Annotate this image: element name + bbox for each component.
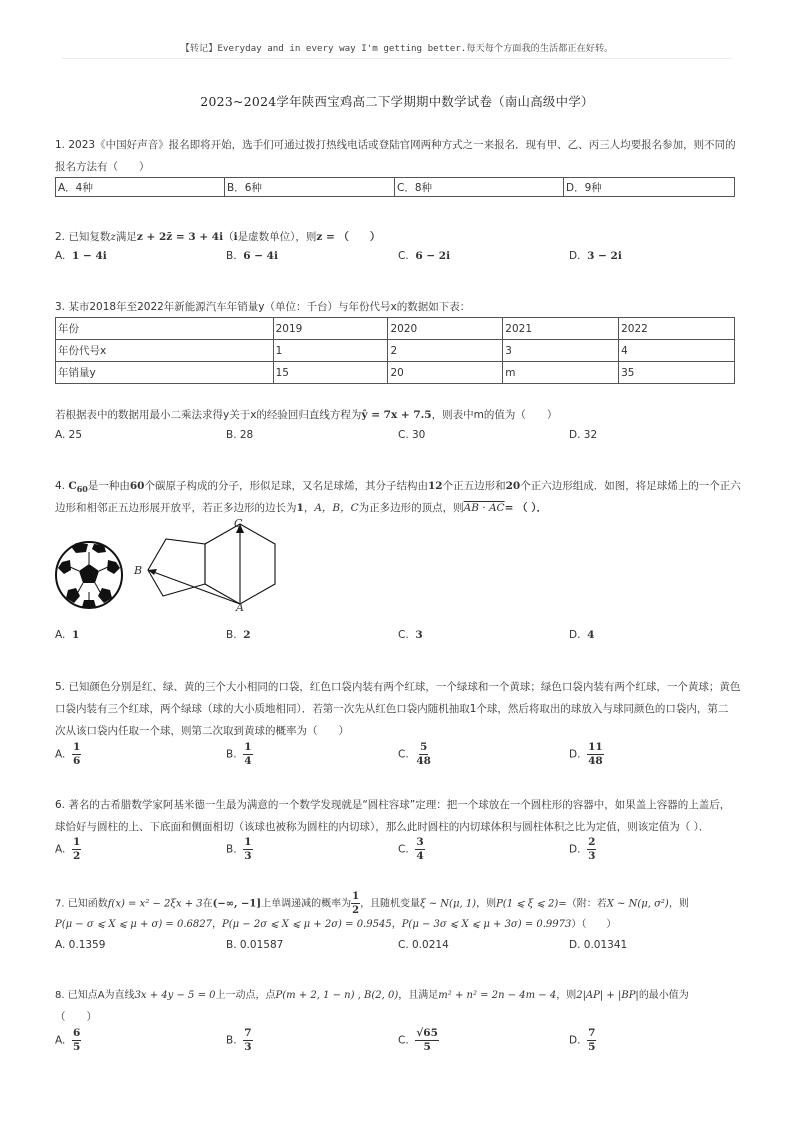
q8-option-b[interactable]: B. $\frac{7}{3}$ bbox=[226, 1027, 252, 1053]
table-row bbox=[56, 362, 735, 384]
page-title: 2023~2024学年陕西宝鸡高二下学期期中数学试卷（南山高级中学） bbox=[200, 94, 594, 109]
question-3-prompt: 若根据表中的数据用最小二乘法求得y关于x的经验回归直线方程为ŷ = 7x + 7.5，则表中m的值为（ ） bbox=[55, 409, 558, 421]
q4-option-a[interactable]: A. 1 bbox=[55, 629, 80, 641]
sales-table bbox=[55, 317, 735, 384]
question-3-stem: 3. 某市2018年至2022年新能源汽车年销量y（单位：千台）与年份代号x的数据如下表： bbox=[55, 301, 471, 313]
table-cell: 1 bbox=[273, 340, 388, 362]
header-divider bbox=[62, 58, 732, 59]
question-2-options bbox=[55, 250, 745, 270]
question-5-stem-line-1: 5. 已知颜色分别是红、绿、黄的三个大小相同的口袋，红色口袋内装有两个红球，一个绿球和一个黄球；绿色口袋内装有两个红球，一个黄球；黄色 bbox=[55, 681, 741, 693]
q8-option-a[interactable]: A. $\frac{6}{5}$ bbox=[55, 1027, 81, 1053]
question-5-stem-line-2: 口袋内装有三个红球，两个绿球（球的大小质地相同）．若第一次先从红色口袋内随机抽取1个球，然后将取出的球放入与球同颜色的口袋内，第二 bbox=[55, 703, 729, 715]
q8-option-c[interactable]: C. $\frac{√65}{5}$ bbox=[398, 1027, 438, 1053]
table-cell: 2021 bbox=[503, 318, 619, 340]
q7-option-b[interactable]: B. 0.01587 bbox=[226, 939, 284, 951]
q2-option-c[interactable]: C. 6 − 2i bbox=[398, 250, 451, 262]
q2-option-b[interactable]: B. 6 − 4i bbox=[226, 250, 278, 262]
q1-option-c[interactable]: C．8种 bbox=[397, 182, 433, 194]
table-cell: 3 bbox=[503, 340, 619, 362]
table-cell: 2022 bbox=[619, 318, 735, 340]
table-cell: 35 bbox=[619, 362, 735, 384]
table-cell: 年份代号x bbox=[56, 340, 274, 362]
question-7-stem-line-1: 7. 已知函数f(x) = x² − 2ξx + 3在(−∞, −1]上单调递减的概率为 $\frac{1}{2}$ ，且随机变量ξ ∼ N(μ, 1)，则P(1 ⩽ ξ ⩽ 2)=（附：若X ∼ N(μ, σ²)，则 bbox=[55, 891, 689, 916]
table-cell: 4 bbox=[619, 340, 735, 362]
soccer-ball-image bbox=[54, 540, 124, 610]
table-cell: 2 bbox=[388, 340, 503, 362]
label-c: C bbox=[234, 517, 243, 530]
q4-option-c[interactable]: C. 3 bbox=[398, 629, 423, 641]
label-b: B bbox=[134, 564, 143, 577]
question-8-stem-line-1: 8. 已知点A为直线3x + 4y − 5 = 0上一动点，点P(m + 2, 1 − n) , B(2, 0)，且满足m² + n² = 2n − 4m − 4，则2|AP| + |BP|的最小值为 bbox=[55, 990, 689, 1001]
question-6-stem-line-1: 6. 著名的古希腊数学家阿基米德一生最为满意的一个数学发现就是“圆柱容球”定理：把一个球放在一个圆柱形的容器中，如果盖上容器的上盖后， bbox=[55, 799, 731, 811]
q6-option-c[interactable]: C. $\frac{3}{4}$ bbox=[398, 836, 424, 862]
q7-option-d[interactable]: D. 0.01341 bbox=[569, 939, 628, 951]
q5-option-d[interactable]: D. $\frac{11}{48}$ bbox=[569, 741, 603, 767]
table-cell: 2019 bbox=[273, 318, 388, 340]
q4-option-b[interactable]: B. 2 bbox=[226, 629, 251, 641]
table-cell: m bbox=[503, 362, 619, 384]
question-5-stem-line-3: 次从该口袋内任取一个球，则第二次取到黄球的概率为（ ） bbox=[55, 725, 349, 737]
q3-option-a[interactable]: A. 25 bbox=[55, 429, 83, 441]
table-cell: 年销量y bbox=[56, 362, 274, 384]
q6-option-d[interactable]: D. $\frac{2}{3}$ bbox=[569, 836, 596, 862]
table-cell: 20 bbox=[388, 362, 503, 384]
q7-option-a[interactable]: A. 0.1359 bbox=[55, 939, 106, 951]
q5-option-c[interactable]: C. $\frac{5}{48}$ bbox=[398, 741, 431, 767]
vector-ab bbox=[148, 570, 240, 604]
hexagon-pentagon-figure bbox=[130, 518, 285, 613]
q3-option-d[interactable]: D. 32 bbox=[569, 429, 598, 441]
q3-option-c[interactable]: C. 30 bbox=[398, 429, 426, 441]
question-7-stem-line-2: P(μ − σ ⩽ X ⩽ μ + σ) = 0.6827，P(μ − 2σ ⩽ X ⩽ μ + 2σ) = 0.9545，P(μ − 3σ ⩽ X ⩽ μ + 3σ) = 0.9973）（ ） bbox=[55, 919, 617, 930]
q6-option-a[interactable]: A. $\frac{1}{2}$ bbox=[55, 836, 81, 862]
table-cell: 15 bbox=[273, 362, 388, 384]
question-8-stem-line-2: （ ） bbox=[55, 1011, 97, 1023]
question-7-options bbox=[55, 939, 745, 959]
q3-option-b[interactable]: B. 28 bbox=[226, 429, 254, 441]
q1-option-d[interactable]: D．9种 bbox=[566, 182, 602, 194]
question-4-options bbox=[55, 629, 745, 649]
question-1-options bbox=[55, 177, 735, 197]
q6-option-b[interactable]: B. $\frac{1}{3}$ bbox=[226, 836, 252, 862]
question-4-stem-line-2: 边形和相邻正五边形展开放平，若正多边形的边长为1，A，B，C为正多边形的顶点，则AB · AC= （ ）． bbox=[55, 502, 547, 514]
label-a: A bbox=[236, 601, 244, 614]
q5-option-b[interactable]: B. $\frac{1}{4}$ bbox=[226, 741, 252, 767]
q4-option-d[interactable]: D. 4 bbox=[569, 629, 595, 641]
question-4-stem-line-1: 4. $C_{60}$是一种由60个碳原子构成的分子，形似足球，又名足球烯，其分子结构由12个正五边形和20个正六边形组成．如图，将足球烯上的一个正六 bbox=[55, 480, 741, 495]
q1-option-a[interactable]: A．4种 bbox=[58, 182, 93, 194]
q2-option-a[interactable]: A. 1 − 4i bbox=[55, 250, 107, 262]
question-6-stem-line-2: 球恰好与圆柱的上、下底面和侧面相切（该球也被称为圆柱的内切球），那么此时圆柱的内切球体积与圆柱体积之比为定值，则该定值为（ ）． bbox=[55, 821, 710, 833]
motto-banner: 【转记】Everyday and in every way I'm getting better.每天每个方面我的生活都正在好转。 bbox=[180, 43, 614, 54]
question-1-stem: 1. 2023《中国好声音》报名即将开始，选手们可通过拨打热线电话或登陆官网两种方式之一来报名．现有甲、乙、丙三人均要报名参加，则不同的报名方法有（ ） bbox=[55, 139, 736, 173]
question-6-options bbox=[55, 836, 745, 866]
question-5-options bbox=[55, 741, 745, 771]
table-row bbox=[56, 340, 735, 362]
q1-option-b[interactable]: B．6种 bbox=[227, 182, 262, 194]
table-cell: 年份 bbox=[56, 318, 274, 340]
q8-option-d[interactable]: D. $\frac{7}{5}$ bbox=[569, 1027, 596, 1053]
table-cell: 2020 bbox=[388, 318, 503, 340]
q7-option-c[interactable]: C. 0.0214 bbox=[398, 939, 449, 951]
question-2-stem: 2. 已知复数z满足z + 2z̄ = 3 + 4i（i是虚数单位），则z = （ ） bbox=[55, 231, 381, 243]
q5-option-a[interactable]: A. $\frac{1}{6}$ bbox=[55, 741, 81, 767]
question-3-options bbox=[55, 429, 745, 449]
table-row bbox=[56, 318, 735, 340]
q2-option-d[interactable]: D. 3 − 2i bbox=[569, 250, 622, 262]
question-8-options bbox=[55, 1027, 745, 1057]
